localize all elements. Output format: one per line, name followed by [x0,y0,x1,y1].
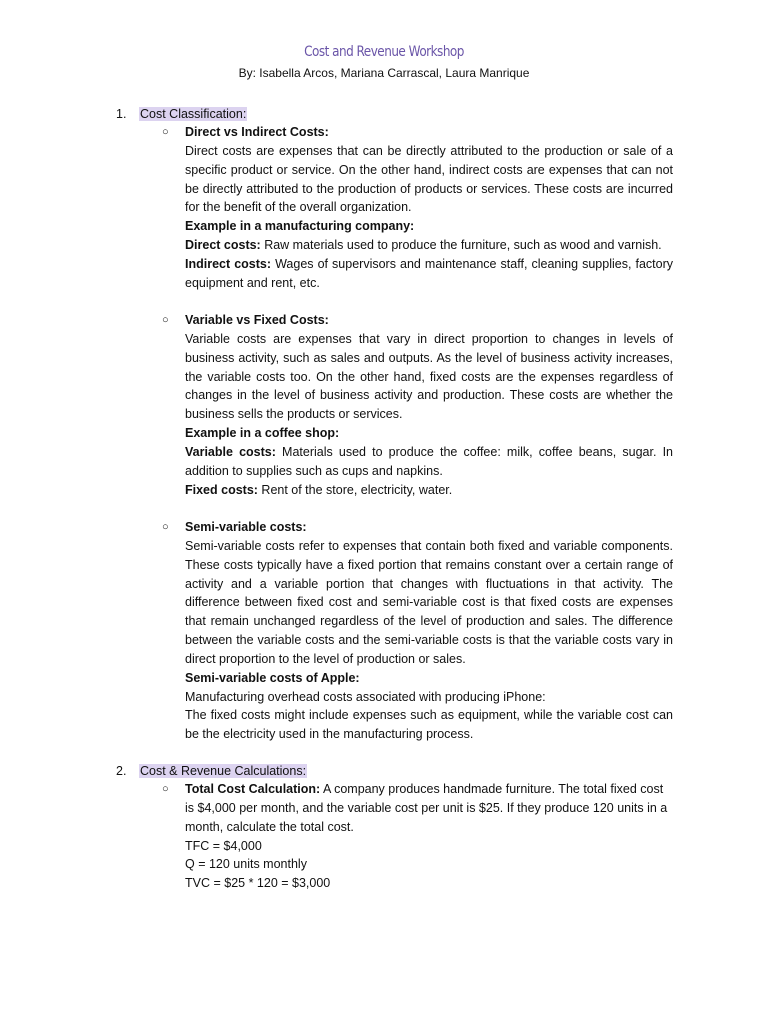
example-heading: Example in a coffee shop: [185,426,340,441]
item-heading: Direct vs Indirect Costs: [185,125,329,139]
example-line [185,255,673,293]
calculation-line: Q = 120 units monthly [185,857,307,872]
example-line-label: Variable costs: [185,444,276,459]
document-authors: By: Isabella Arcos, Mariana Carrascal, Laura Manrique [238,66,530,80]
section-number: 2. [116,764,127,778]
example-line-text: Raw materials used to produce the furniture, such as wood and varnish. [260,238,662,253]
item-direct-indirect-costs [185,123,673,293]
section-heading-cost-classification [116,105,247,123]
item-heading: Total Cost Calculation: [185,782,321,796]
example-line-text: Materials used to produce the coffee: milk, coffee beans, sugar. In addition to supplies such as cups and napkins. [185,444,673,478]
section-number: 1. [116,107,127,121]
item-body: Variable costs are expenses that vary in direct proportion to changes in levels of business activity, such as sales and outputs. As the level of business activity increases, the variable costs too. On the other hand, fixed costs are the expenses regardless of changes in the level of business activity and production. These costs are whether the business sells the products or services. [185,331,673,422]
example-text: Manufacturing overhead costs associated with producing iPhone: [185,689,546,704]
example-line-label: Direct costs: [185,238,261,253]
item-body: Semi-variable costs refer to expenses that contain both fixed and variable components. These costs typically have a fixed portion that remains constant over a certain range of activity and a variable portion that changes with fluctuations in that activity. The difference between fixed cost and semi-variable cost is that fixed costs are expenses that remain unchanged regardless of the level of production and sales. The difference between the variable costs and the semi-variable costs is that the variable costs vary in direct proportion to the level of production or sales. [185,538,673,666]
item-body: A company produces handmade furniture. The total fixed cost is $4,000 per month, and the variable cost per unit is $25. If they produce 120 units in a month, calculate the total cost. [185,782,668,834]
example-line-text: Rent of the store, electricity, water. [257,482,453,497]
item-body: Direct costs are expenses that can be directly attributed to the production or sale of a specific product or service. On the other hand, indirect costs are expenses that can not be directly attributed to the production of products or services. These costs are incurred for the benefit of the overall organization. [185,143,673,215]
example-line-label: Fixed costs: [185,482,258,497]
item-heading: Variable vs Fixed Costs: [185,313,329,327]
calculation-line: TVC = $25 * 120 = $3,000 [185,876,331,891]
bullet-icon: ○ [162,521,169,533]
calculation-line: TFC = $4,000 [185,838,262,853]
example-line [185,236,673,255]
item-intro [185,780,673,837]
item-heading: Semi-variable costs: [185,520,307,534]
document-title: Cost and Revenue Workshop [304,44,464,60]
section-label: Cost & Revenue Calculations: [140,764,307,778]
section-label: Cost Classification: [140,107,247,121]
example-heading: Semi-variable costs of Apple: [185,670,360,685]
example-line [185,481,673,500]
example-line-label: Indirect costs: [185,256,272,271]
item-semi-variable-costs [185,518,673,744]
bullet-icon: ○ [162,126,169,138]
example-text: The fixed costs might include expenses such as equipment, while the variable cost can be the electricity used in the manufacturing process. [185,708,673,742]
example-line [185,443,673,481]
bullet-icon: ○ [162,314,169,326]
bullet-icon: ○ [162,783,169,795]
example-heading: Example in a manufacturing company: [185,219,415,234]
example-line-text: Wages of supervisors and maintenance staff, cleaning supplies, factory equipment and rent, etc. [185,256,674,290]
section-heading-cost-revenue-calculations [116,762,307,780]
item-total-cost-calculation [185,780,673,893]
item-variable-fixed-costs [185,311,673,499]
